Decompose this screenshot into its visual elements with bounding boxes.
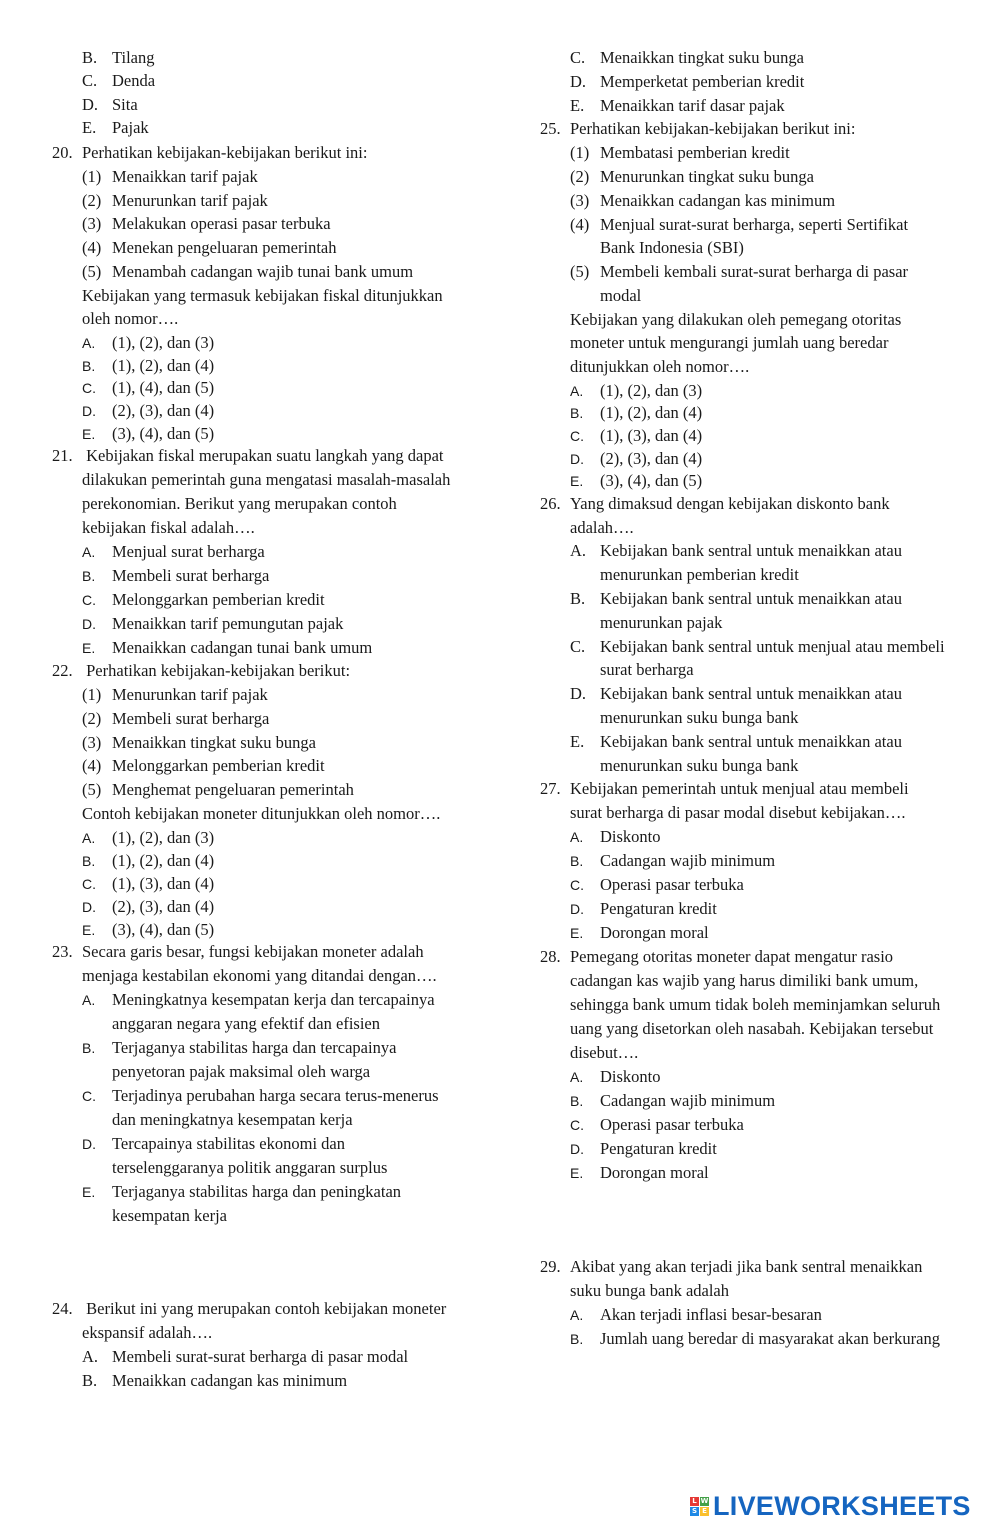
option-b: B. Membeli surat berharga xyxy=(82,566,270,585)
option-e: E. Menaikkan cadangan tunai bank umum xyxy=(82,638,373,657)
item-5: (5) Membeli kembali surat-surat berharga di pasar xyxy=(570,262,909,281)
question-27-stem: 27. Kebijakan pemerintah untuk menjual atau membeli xyxy=(540,779,909,798)
question-28-stem: disebut…. xyxy=(570,1043,639,1062)
question-25-prompt: moneter untuk mengurangi jumlah uang beredar xyxy=(570,333,889,352)
logo-blocks-icon xyxy=(690,1497,709,1516)
question-20-prompt: Kebijakan yang termasuk kebijakan fiskal ditunjukkan xyxy=(82,286,443,305)
option-a: A. (1), (2), dan (3) xyxy=(82,333,215,352)
option-d: D. Sita xyxy=(82,95,138,114)
option-c: C. Melonggarkan pemberian kredit xyxy=(82,590,325,609)
option-e: E. (3), (4), dan (5) xyxy=(82,424,215,443)
option-b: B. (1), (2), dan (4) xyxy=(82,356,215,375)
option-c: C. Operasi pasar terbuka xyxy=(570,875,744,894)
item-3: (3) Melakukan operasi pasar terbuka xyxy=(82,214,331,233)
question-21-stem: 21. Kebijakan fiskal merupakan suatu langkah yang dapat xyxy=(52,446,444,465)
question-26-stem: 26. Yang dimaksud dengan kebijakan diskonto bank xyxy=(540,494,890,513)
question-25-prompt: ditunjukkan oleh nomor…. xyxy=(570,357,750,376)
option-e-cont: kesempatan kerja xyxy=(112,1206,227,1225)
item-4: (4) Menekan pengeluaran pemerintah xyxy=(82,238,337,257)
option-b: B. (1), (2), dan (4) xyxy=(570,403,703,422)
option-a-cont: menurunkan pemberian kredit xyxy=(600,565,799,584)
option-c: C. Terjadinya perubahan harga secara terus-menerus xyxy=(82,1086,439,1105)
option-b: B. Terjaganya stabilitas harga dan tercapainya xyxy=(82,1038,397,1057)
option-e: E. (3), (4), dan (5) xyxy=(570,471,703,490)
option-a: A. (1), (2), dan (3) xyxy=(82,828,215,847)
option-e: E. Menaikkan tarif dasar pajak xyxy=(570,96,785,115)
question-29-stem: 29. Akibat yang akan terjadi jika bank sentral menaikkan xyxy=(540,1257,923,1276)
option-a: A. Meningkatnya kesempatan kerja dan tercapainya xyxy=(82,990,435,1009)
item-5: (5) Menambah cadangan wajib tunai bank umum xyxy=(82,262,414,281)
question-22-prompt: Contoh kebijakan moneter ditunjukkan oleh nomor…. xyxy=(82,804,441,823)
question-28-stem: uang yang disetorkan oleh nasabah. Kebijakan tersebut xyxy=(570,1019,934,1038)
item-4-cont: Bank Indonesia (SBI) xyxy=(600,238,744,257)
logo-block: S xyxy=(691,1506,698,1515)
option-d: D. Menaikkan tarif pemungutan pajak xyxy=(82,614,344,633)
option-b-cont: penyetoran pajak maksimal oleh warga xyxy=(112,1062,371,1081)
item-1: (1) Menaikkan tarif pajak xyxy=(82,167,258,186)
liveworksheets-logo xyxy=(690,1488,971,1524)
option-b: B. Cadangan wajib minimum xyxy=(570,851,776,870)
option-c-cont: surat berharga xyxy=(600,660,694,679)
option-d: D. (2), (3), dan (4) xyxy=(82,897,215,916)
question-20-stem: 20. Perhatikan kebijakan-kebijakan berikut ini: xyxy=(52,143,368,162)
item-2: (2) Menurunkan tingkat suku bunga xyxy=(570,167,815,186)
question-21-stem: kebijakan fiskal adalah…. xyxy=(82,518,255,537)
option-e: E. Dorongan moral xyxy=(570,923,709,942)
question-23-stem: menjaga kestabilan ekonomi yang ditandai dengan…. xyxy=(82,966,437,985)
option-d: D. Kebijakan bank sentral untuk menaikkan atau xyxy=(570,684,902,703)
option-d-cont: menurunkan suku bunga bank xyxy=(600,708,799,727)
option-c: C. (1), (3), dan (4) xyxy=(82,874,215,893)
option-d: D. (2), (3), dan (4) xyxy=(82,401,215,420)
option-a: A. Membeli surat-surat berharga di pasar modal xyxy=(82,1347,409,1366)
question-25-prompt: Kebijakan yang dilakukan oleh pemegang otoritas xyxy=(570,310,902,329)
item-1: (1) Membatasi pemberian kredit xyxy=(570,143,790,162)
option-e: E. (3), (4), dan (5) xyxy=(82,920,215,939)
option-b: B. Menaikkan cadangan kas minimum xyxy=(82,1371,348,1390)
question-28-stem: cadangan kas wajib yang harus dimiliki bank umum, xyxy=(570,971,919,990)
option-c: C. Kebijakan bank sentral untuk menjual atau membeli xyxy=(570,637,945,656)
option-e: E. Kebijakan bank sentral untuk menaikkan atau xyxy=(570,732,902,751)
item-5-cont: modal xyxy=(600,286,642,305)
logo-block: E xyxy=(700,1507,709,1516)
option-a: A. (1), (2), dan (3) xyxy=(570,381,703,400)
option-d-cont: terselenggaranya politik anggaran surplus xyxy=(112,1158,388,1177)
question-28-stem: 28. Pemegang otoritas moneter dapat mengatur rasio xyxy=(540,947,894,966)
option-c: C. Menaikkan tingkat suku bunga xyxy=(570,48,804,67)
option-d: D. Pengaturan kredit xyxy=(570,899,717,918)
item-4: (4) Menjual surat-surat berharga, seperti Sertifikat xyxy=(570,215,909,234)
item-3: (3) Menaikkan cadangan kas minimum xyxy=(570,191,836,210)
item-1: (1) Menurunkan tarif pajak xyxy=(82,685,268,704)
option-d: D. (2), (3), dan (4) xyxy=(570,449,703,468)
question-25-stem: 25. Perhatikan kebijakan-kebijakan berikut ini: xyxy=(540,119,856,138)
logo-block: L xyxy=(690,1497,699,1506)
item-3: (3) Menaikkan tingkat suku bunga xyxy=(82,733,316,752)
option-a: A. Diskonto xyxy=(570,1067,661,1086)
question-24-stem: ekspansif adalah…. xyxy=(82,1323,213,1342)
question-24-stem: 24. Berikut ini yang merupakan contoh kebijakan moneter xyxy=(52,1299,447,1318)
logo-text: LIVEWORKSHEETS xyxy=(713,1490,971,1521)
option-b: B. Jumlah uang beredar di masyarakat akan berkurang xyxy=(570,1329,940,1348)
option-e: E. Pajak xyxy=(82,118,149,137)
option-a: A. Akan terjadi inflasi besar-besaran xyxy=(570,1305,822,1324)
item-2: (2) Menurunkan tarif pajak xyxy=(82,191,268,210)
option-b: B. Kebijakan bank sentral untuk menaikkan atau xyxy=(570,589,902,608)
option-b: B. Tilang xyxy=(82,48,155,67)
option-c: C. (1), (4), dan (5) xyxy=(82,378,215,397)
option-a: A. Kebijakan bank sentral untuk menaikkan atau xyxy=(570,541,902,560)
option-b: B. Cadangan wajib minimum xyxy=(570,1091,776,1110)
option-a-cont: anggaran negara yang efektif dan efisien xyxy=(112,1014,380,1033)
item-2: (2) Membeli surat berharga xyxy=(82,709,270,728)
option-c: C. (1), (3), dan (4) xyxy=(570,426,703,445)
question-29-stem: suku bunga bank adalah xyxy=(570,1281,729,1300)
question-23-stem: 23. Secara garis besar, fungsi kebijakan moneter adalah xyxy=(52,942,424,961)
question-22-stem: 22. Perhatikan kebijakan-kebijakan berikut: xyxy=(52,661,351,680)
item-5: (5) Menghemat pengeluaran pemerintah xyxy=(82,780,354,799)
option-e-cont: menurunkan suku bunga bank xyxy=(600,756,799,775)
option-e: E. Terjaganya stabilitas harga dan peningkatan xyxy=(82,1182,402,1201)
question-21-stem: dilakukan pemerintah guna mengatasi masalah-masalah xyxy=(82,470,451,489)
option-d: D. Pengaturan kredit xyxy=(570,1139,717,1158)
option-a: A. Diskonto xyxy=(570,827,661,846)
option-c: C. Denda xyxy=(82,71,156,90)
option-d: D. Memperketat pemberian kredit xyxy=(570,72,805,91)
question-21-stem: perekonomian. Berikut yang merupakan contoh xyxy=(82,494,397,513)
option-b-cont: menurunkan pajak xyxy=(600,613,723,632)
option-c-cont: dan meningkatnya kesempatan kerja xyxy=(112,1110,353,1129)
question-20-prompt: oleh nomor…. xyxy=(82,309,179,328)
item-4: (4) Melonggarkan pemberian kredit xyxy=(82,756,325,775)
logo-block: W xyxy=(700,1496,709,1505)
option-b: B. (1), (2), dan (4) xyxy=(82,851,215,870)
option-c: C. Operasi pasar terbuka xyxy=(570,1115,744,1134)
option-d: D. Tercapainya stabilitas ekonomi dan xyxy=(82,1134,345,1153)
option-a: A. Menjual surat berharga xyxy=(82,542,265,561)
question-27-stem: surat berharga di pasar modal disebut kebijakan…. xyxy=(570,803,906,822)
question-26-stem: adalah…. xyxy=(570,518,634,537)
option-e: E. Dorongan moral xyxy=(570,1163,709,1182)
question-28-stem: sehingga bank umum tidak boleh meminjamkan seluruh xyxy=(570,995,941,1014)
